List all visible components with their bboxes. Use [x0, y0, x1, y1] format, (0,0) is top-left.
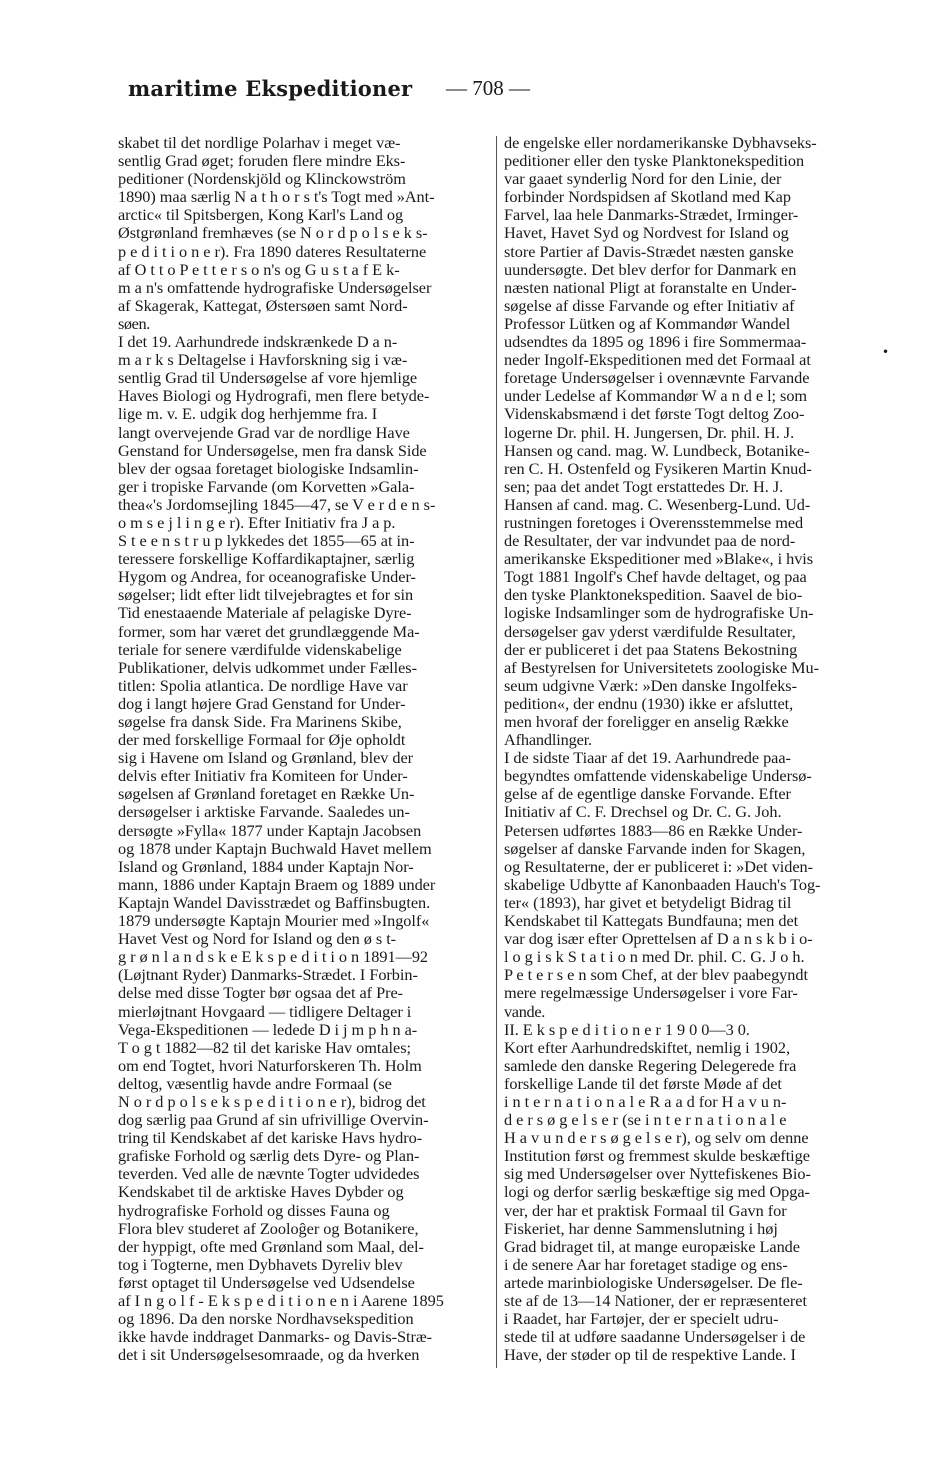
text-line: amerikanske Ekspeditioner med »Blake«, i hvis	[504, 549, 814, 569]
text-line: teressere forskellige Koffardikaptajner, særlig	[118, 549, 415, 569]
right-column	[504, 134, 874, 1364]
text-line: (Løjtnant Ryder) Danmarks-Strædet. I Forbin-	[118, 965, 418, 985]
text-line: Afhandlinger.	[504, 730, 592, 750]
text-line: Have, der støder op til de respektive Lande. I	[504, 1345, 796, 1365]
left-column	[118, 134, 488, 1364]
text-line: blev der ogsaa foretaget biologiske Indsamlin-	[118, 458, 419, 478]
text-line: Hygom og Andrea, for oceanografiske Under-	[118, 567, 416, 587]
column-divider	[496, 136, 497, 1368]
text-line: delse med disse Togter bør ogsaa det af Pre-	[118, 983, 404, 1003]
text-line: neder Ingolf-Ekspeditionen med det Formaal at	[504, 350, 811, 370]
text-line: var gaaet synderlig Nord for den Linie, der	[504, 169, 782, 189]
text-line: først optaget til Undersøgelse ved Udsendelse	[118, 1272, 415, 1292]
text-line: tog i Togterne, men Dybhavets Dyreliv blev	[118, 1254, 403, 1274]
text-line: dog i langt højere Grad Genstand for Under-	[118, 693, 406, 713]
text-line: og 1878 under Kaptajn Buchwald Havet mellem	[118, 838, 432, 858]
text-line: vande.	[504, 1001, 545, 1021]
text-line: T o g t 1882—82 til det kariske Hav omtales;	[118, 1037, 411, 1057]
text-line: i n t e r n a t i o n a l e R a a d for H a v u n-	[504, 1091, 787, 1111]
text-line: de Resultater, der var indvundet paa de nord-	[504, 531, 796, 551]
text-line: Genstand for Undersøgelse, men fra dansk Side	[118, 440, 427, 460]
text-line: samlede den danske Regering Delegerede fra	[504, 1055, 797, 1075]
text-line: der med forskellige Formaal for Øje opholdt	[118, 730, 406, 750]
text-line: foretage Undersøgelser i ovennævnte Farvande	[504, 368, 810, 388]
text-line: d e r s ø g e l s e r (se i n t e r n a t i o n a l e	[504, 1110, 787, 1130]
text-line: i Raadet, har Fartøjer, der er specielt udru-	[504, 1309, 779, 1329]
text-line: Petersen udførtes 1883—86 en Række Under-	[504, 820, 803, 840]
text-line: Haves Biologi og Hydrografi, men flere betyde-	[118, 386, 430, 406]
text-line: ren C. H. Ostenfeld og Fysikeren Martin Knud-	[504, 458, 812, 478]
text-line: pedition«, der endnu (1930) ikke er afsluttet,	[504, 693, 794, 713]
text-line: lige m. v. E. udgik dog herhjemme fra. I	[118, 404, 378, 424]
text-line: Hansen af cand. mag. C. Wesenberg-Lund. Ud-	[504, 494, 811, 514]
text-line: m a r k s Deltagelse i Havforskning sig i væ-	[118, 350, 408, 370]
margin-mark: •	[882, 345, 890, 359]
text-line: Østgrønland fremhæves (se N o r d p o l s e k s-	[118, 223, 428, 243]
text-line: Grad bidraget til, at mange europæiske Lande	[504, 1236, 800, 1256]
text-line: mierløjtnant Hovgaard — tidligere Deltager i	[118, 1001, 412, 1021]
text-line: Kendskabet til de arktiske Haves Dybder og	[118, 1182, 404, 1202]
text-line: p e d i t i o n e r). Fra 1890 dateres Resultaterne	[118, 241, 427, 261]
running-header	[128, 76, 888, 112]
text-line: m a n's omfattende hydrografiske Undersøgelser	[118, 277, 432, 297]
text-line: peditioner (Nordenskjöld og Klinckowström	[118, 169, 406, 189]
text-line: hydrografiske Forhold og disses Fauna og	[118, 1200, 390, 1220]
text-line: Kaptajn Wandel Davisstrædet og Baffinsbugten.	[118, 892, 431, 912]
text-line: der hyppigt, ofte med Grønland som Maal, del-	[118, 1236, 424, 1256]
text-line: forbinder Nordspidsen af Skotland med Kap	[504, 187, 791, 207]
text-line: store Partier af Davis-Strædet næsten ganske	[504, 241, 794, 261]
text-line: N o r d p o l s e k s p e d i t i o n e r), bidrog det	[118, 1091, 426, 1111]
text-line: logiske Indsamlinger som de hydrografiske Un-	[504, 603, 814, 623]
page-number: — 708 —	[446, 76, 530, 100]
text-line: logerne Dr. phil. H. Jungersen, Dr. phil. H. J.	[504, 422, 795, 442]
text-line: seum udgivne Værk: »Den danske Ingolfeks-	[504, 675, 797, 695]
text-line: Fiskeriet, har denne Sammenslutning i høj	[504, 1218, 778, 1238]
text-line: de engelske eller nordamerikanske Dybhavseks-	[504, 133, 817, 152]
text-line: former, som har været det grundlæggende Ma-	[118, 621, 420, 641]
text-line: begyndtes omfattende videnskabelige Undersø-	[504, 766, 812, 786]
text-line: om end Togtet, hvori Naturforskeren Th. Holm	[118, 1055, 422, 1075]
text-line: I det 19. Aarhundrede indskrænkede D a n-	[118, 332, 398, 352]
text-line: arctic« til Spitsbergen, Kong Karl's Land og	[118, 205, 404, 225]
text-line: men hvoraf der foreligger en anselig Række	[504, 712, 789, 731]
text-line: udsendtes da 1895 og 1896 i fire Sommermaa-	[504, 332, 807, 352]
text-line: H a v u n d e r s ø g e l s e r), og selv om denne	[504, 1128, 809, 1148]
text-line: dersøgelser i arktiske Farvande. Saaledes un-	[118, 802, 410, 822]
text-line: titlen: Spolia atlantica. De nordlige Have var	[118, 675, 408, 695]
text-line: deltog, væsentlig havde andre Formaal (se	[118, 1073, 392, 1093]
text-line: thea«'s Jordomsejling 1845—47, se V e r d e n s-	[118, 494, 436, 514]
text-line: forskellige Lande til det første Møde af det	[504, 1073, 782, 1093]
text-line: næsten national Pligt at foranstalte en Under-	[504, 277, 797, 297]
text-line: peditioner eller den tyske Planktonekspedition	[504, 151, 805, 171]
text-line: gelse af de egentlige danske Forvande. Efter	[504, 784, 791, 804]
text-line: søen.	[118, 313, 150, 333]
text-line: mere regelmæssige Undersøgelser i vore Far-	[504, 983, 798, 1003]
text-line: sentlig Grad øget; foruden flere mindre Eks-	[118, 151, 406, 171]
text-line: delvis efter Initiativ fra Komiteen for Under-	[118, 766, 408, 786]
text-line: skabelige Udbytte af Kanonbaaden Hauch's Tog-	[504, 874, 821, 894]
header-title: maritime Ekspeditioner	[128, 76, 413, 101]
text-line: tring til Kendskabet af det kariske Havs hydro-	[118, 1128, 423, 1148]
text-line: der er publiceret i det paa Statens Bekostning	[504, 639, 798, 659]
text-line: skabet til det nordlige Polarhav i meget væ-	[118, 133, 401, 152]
text-line: g r ø n l a n d s k e E k s p e d i t i o n 1891—92	[118, 947, 429, 967]
text-line: grafiske Forhold og særlig dets Dyre- og Plan-	[118, 1146, 420, 1166]
text-line: l o g i s k S t a t i o n med Dr. phil. C. G. J o h.	[504, 947, 805, 967]
text-line: I de sidste Tiaar af det 19. Aarhundrede paa-	[504, 748, 791, 768]
text-line: Professor Lütken og af Kommandør Wandel	[504, 313, 791, 333]
text-line: sig i Havene om Island og Grønland, blev der	[118, 748, 414, 768]
text-line: teriale for senere værdifulde videnskabelige	[118, 639, 402, 659]
text-line: søgelser af danske Farvande inden for Skagen,	[504, 838, 806, 858]
text-line: mann, 1886 under Kaptajn Braem og 1889 under	[118, 874, 436, 894]
text-line: Initiativ af C. F. Drechsel og Dr. C. G. Joh.	[504, 802, 782, 822]
text-line: søgelsen af Grønland foretaget en Række Un-	[118, 784, 415, 804]
text-line: langt overvejende Grad var de nordlige Have	[118, 422, 410, 442]
text-line: Farvel, laa hele Danmarks-Strædet, Irminger-	[504, 205, 799, 225]
text-line: og 1896. Da den norske Nordhavsekspedition	[118, 1309, 414, 1329]
text-line: sen; paa det andet Togt erstattedes Dr. H. J.	[504, 476, 784, 496]
text-line: Island og Grønland, 1884 under Kaptajn Nor-	[118, 856, 414, 876]
text-line: uundersøgte. Det blev derfor for Danmark en	[504, 259, 797, 279]
text-line: Publikationer, delvis udkommet under Fælles-	[118, 657, 417, 677]
text-line: af Skagerak, Kattegat, Østersøen samt Nord-	[118, 295, 408, 315]
text-line: sentlig Grad til Undersøgelse af vore hjemlige	[118, 368, 418, 388]
text-line: logi og derfor særlig beskæftige sig med Opga-	[504, 1182, 810, 1202]
text-line: af O t t o P e t t e r s o n's og G u s t a f E k-	[118, 259, 400, 279]
text-line: af Bestyrelsen for Universitetets zoologiske Mu-	[504, 657, 819, 677]
text-line: ver, der har et praktisk Formaal til Gavn for	[504, 1200, 787, 1220]
text-line: dersøgelser gav yderst værdifulde Resultater,	[504, 621, 796, 641]
text-line: ger i tropiske Farvande (om Korvetten »Gala-	[118, 476, 415, 496]
text-line: Togt 1881 Ingolf's Chef havde deltaget, og paa	[504, 567, 807, 587]
text-line: af I n g o l f - E k s p e d i t i o n e n i Aarene 1895	[118, 1291, 444, 1310]
text-line: rustningen foretoges i Overensstemmelse med	[504, 512, 804, 532]
text-line: II. E k s p e d i t i o n e r 1 9 0 0—3 0.	[504, 1019, 750, 1039]
text-line: ikke havde inddraget Danmarks- og Davis-Stræ-	[118, 1327, 433, 1347]
text-line: under Ledelse af Kommandør W a n d e l; som	[504, 386, 808, 406]
text-line: den tyske Planktonekspedition. Saavel de bio-	[504, 585, 803, 605]
text-line: og Resultaterne, der er publiceret i: »Det viden-	[504, 856, 814, 876]
text-line: Institution først og fremmest skulde beskæftige	[504, 1146, 810, 1166]
text-line: var dog især efter Oprettelsen af D a n s k b i o-	[504, 929, 813, 949]
text-line: ste af de 13—14 Nationer, der er repræsenteret	[504, 1291, 807, 1310]
text-line: dersøgte »Fylla« 1877 under Kaptajn Jacobsen	[118, 820, 422, 840]
text-line: søgelser; lidt efter lidt tilvejebragtes et for sin	[118, 585, 414, 605]
text-line: 1890) maa særlig N a t h o r s t's Togt med »Ant-	[118, 187, 435, 207]
text-line: Flora blev studeret af Zooloĝer og Botanikere,	[118, 1218, 419, 1238]
text-line: Kort efter Aarhundredskiftet, nemlig i 1902,	[504, 1037, 791, 1057]
text-line: Havet Vest og Nord for Island og den ø s t-	[118, 929, 397, 949]
text-line: i de senere Aar har foretaget stadige og ens-	[504, 1254, 788, 1274]
text-line: Hansen og cand. mag. W. Lundbeck, Botanike-	[504, 440, 810, 460]
text-line: artede marinbiologiske Undersøgelser. De fle-	[504, 1272, 803, 1292]
text-line: o m s e j l i n g e r). Efter Initiativ fra J a p.	[118, 512, 396, 532]
text-line: 1879 undersøgte Kaptajn Mourier med »Ingolf«	[118, 911, 430, 931]
text-line: Tid enestaaende Materiale af pelagiske Dyre-	[118, 603, 412, 623]
text-line: søgelse af disse Farvande og efter Initiativ af	[504, 295, 795, 315]
text-line: Havet, Havet Syd og Nordvest for Island og	[504, 223, 789, 243]
text-line: S t e e n s t r u p lykkedes det 1855—65 at in-	[118, 531, 415, 551]
text-line: P e t e r s e n som Chef, at der blev paabegyndt	[504, 965, 808, 985]
text-line: Vega-Ekspeditionen — ledede D i j m p h n a-	[118, 1019, 418, 1039]
text-line: søgelse fra dansk Side. Fra Marinens Skibe,	[118, 712, 402, 731]
text-line: sig med Undersøgelser over Nyttefiskenes Bio-	[504, 1164, 811, 1184]
text-line: det i sit Undersøgelsesomraade, og da hverken	[118, 1345, 420, 1365]
text-line: Videnskabsmænd i det første Togt deltog Zoo-	[504, 404, 805, 424]
text-line: Kendskabet til Kattegats Bundfauna; men det	[504, 911, 799, 931]
text-line: stede til at udføre saadanne Undersøgelser i de	[504, 1327, 806, 1347]
text-line: ter« (1893), har givet et betydeligt Bidrag til	[504, 892, 792, 912]
text-line: teverden. Ved alle de nævnte Togter udvidedes	[118, 1164, 420, 1184]
text-line: dog særlig paa Grund af sin ufrivillige Overvin-	[118, 1110, 429, 1130]
